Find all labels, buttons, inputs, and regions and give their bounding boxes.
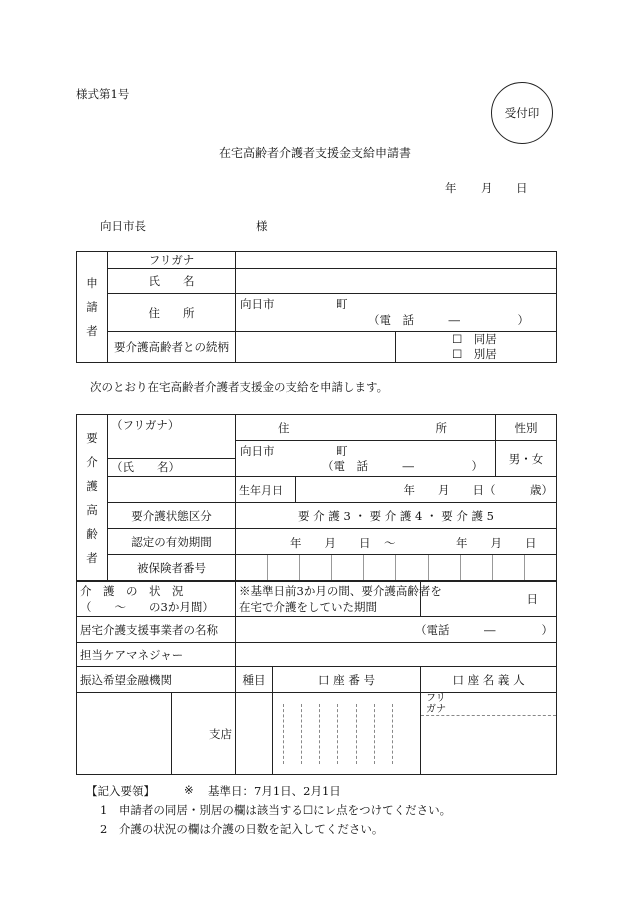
branch-field[interactable]: 支店: [172, 693, 236, 775]
bank-label: 振込希望金融機関: [77, 667, 236, 693]
care-level-label: 要介護状態区分: [108, 503, 236, 529]
relation-label: 要介護高齢者との続柄: [108, 332, 236, 363]
applicant-town: 町: [336, 297, 348, 311]
valid-from: 年 月 日: [290, 536, 371, 550]
valid-sep: ～: [384, 536, 396, 550]
date-day: 日: [516, 181, 528, 195]
living-separate-checkbox[interactable]: ☐ 別居: [452, 347, 497, 361]
applicant-address-label: 住 所: [108, 294, 236, 332]
care-manager-label: 担当ケアマネジャー: [77, 643, 236, 667]
account-holder-header: 口 座 名 義 人: [421, 667, 557, 693]
elder-town: 町: [336, 444, 348, 458]
care-level-options[interactable]: 要 介 護 3 ・ 要 介 護 4 ・ 要 介 護 5: [236, 503, 557, 529]
living-same-checkbox[interactable]: ☐ 同居: [452, 332, 497, 346]
lower-table: [76, 580, 557, 775]
birth-label: 生年月日: [236, 477, 296, 503]
care-status-note: ※基準日前3か月の間、要介護高齢者を 在宅で介護をしていた期間: [236, 581, 421, 617]
elder-tel[interactable]: （電 話 ― ）: [322, 459, 483, 473]
elder-sex-value[interactable]: 男・女: [496, 441, 557, 477]
care-manager-field[interactable]: [236, 643, 557, 667]
provider-field[interactable]: （電話 ― ）: [236, 617, 557, 643]
applicant-side-label: 申 請 者: [77, 252, 108, 363]
document-title: 在宅高齢者介護者支援金支給申請書: [219, 146, 412, 160]
account-type-header: 種目: [236, 667, 273, 693]
living-status: [396, 332, 557, 363]
notes-heading: 【記入要領】: [86, 784, 155, 798]
date-year: 年: [445, 181, 457, 195]
applicant-tel[interactable]: （電 話 ― ）: [368, 313, 529, 327]
notes-mark: ※: [184, 783, 194, 797]
notes-base-date: 基準日：7月1日、2月1日: [208, 784, 341, 798]
elder-table: [76, 414, 557, 582]
date-month: 月: [481, 181, 493, 195]
account-holder-furigana[interactable]: フリ ガナ: [421, 693, 556, 716]
note-1: 1 申請者の同居・別居の欄は該当する☐にレ点をつけてください。: [100, 803, 452, 817]
account-type-field[interactable]: [236, 693, 273, 775]
elder-name-label: （氏 名）: [108, 459, 236, 477]
care-days-field[interactable]: 日: [421, 581, 557, 617]
applicant-name-label: 氏 名: [108, 269, 236, 294]
application-statement: 次のとおり在宅高齢者介護者支援金の支給を申請します。: [90, 380, 389, 394]
account-holder-field[interactable]: [421, 693, 557, 775]
valid-period-label: 認定の有効期間: [108, 529, 236, 555]
provider-label: 居宅介護支援事業者の名称: [77, 617, 236, 643]
honorific: 様: [256, 219, 268, 233]
insured-number-label: 被保険者番号: [108, 555, 236, 582]
applicant-address-field[interactable]: [236, 294, 557, 332]
account-number-header: 口 座 番 号: [273, 667, 421, 693]
care-status-label: 介 護 の 状 況 （ ～ の3か月間）: [77, 581, 236, 617]
applicant-furigana-label: フリガナ: [108, 252, 236, 269]
applicant-table: [76, 251, 557, 363]
reception-stamp: 受付印: [491, 82, 553, 144]
note-2: 2 介護の状況の欄は介護の日数を記入してください。: [100, 822, 384, 836]
applicant-name-field[interactable]: [236, 269, 557, 294]
account-number-field[interactable]: [273, 693, 421, 775]
relation-field[interactable]: [236, 332, 396, 363]
birth-field[interactable]: 年 月 日（ 歳）: [296, 477, 557, 503]
bank-name-field[interactable]: [77, 693, 172, 775]
addressee: 向日市長: [100, 219, 146, 233]
elder-furigana-label: （フリガナ）: [108, 415, 236, 459]
elder-sex-header: 性別: [496, 415, 557, 441]
elder-address-field[interactable]: [236, 441, 496, 477]
applicant-city: 向日市: [240, 297, 275, 311]
elder-address-header: 住 所: [236, 415, 496, 441]
valid-period-field[interactable]: [236, 529, 557, 555]
valid-to: 年 月 日: [456, 536, 537, 550]
elder-name-field[interactable]: [108, 477, 236, 503]
form-number: 様式第1号: [76, 87, 130, 101]
insured-number-field[interactable]: [236, 555, 557, 582]
elder-city: 向日市: [240, 444, 275, 458]
applicant-furigana-field[interactable]: [236, 252, 557, 269]
elder-side-label: 要 介 護 高 齢 者: [77, 415, 108, 582]
